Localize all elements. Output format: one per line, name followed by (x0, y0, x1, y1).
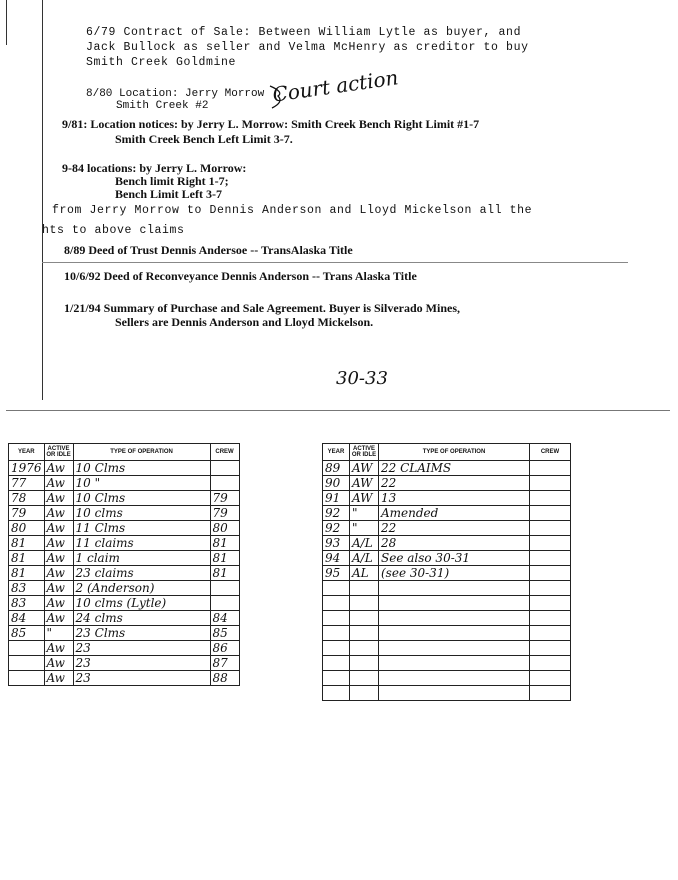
entry-line: 10/6/92 Deed of Reconveyance Dennis Anderson -- Trans Alaska Title (64, 269, 417, 283)
col-header: ACTIVE OR IDLE (350, 444, 379, 461)
table-cell: 23 (73, 656, 210, 671)
table-cell: Aw (44, 656, 73, 671)
table-cell: 94 (323, 551, 350, 566)
entry-line: 8/89 Deed of Trust Dennis Andersoe -- TransAlaska Title (64, 243, 353, 257)
table-row (323, 536, 571, 551)
table-cell (530, 581, 571, 596)
table-cell (530, 686, 571, 701)
table-cell: 87 (210, 656, 239, 671)
table-cell: 80 (9, 521, 45, 536)
table-cell: 2 (Anderson) (73, 581, 210, 596)
table-cell: Aw (44, 566, 73, 581)
table-cell (350, 656, 379, 671)
table-row (323, 626, 571, 641)
table-cell: 92 (323, 521, 350, 536)
table-cell (350, 611, 379, 626)
table-cell (530, 671, 571, 686)
table-cell (530, 506, 571, 521)
table-cell: 23 claims (73, 566, 210, 581)
handwritten-annotation: Court action (270, 65, 400, 107)
table-cell: Aw (44, 461, 73, 476)
table-row (9, 656, 240, 671)
table-cell (530, 641, 571, 656)
entry-line: Smith Creek Bench Left Limit 3-7. (115, 132, 293, 146)
table-cell: 10 Clms (73, 491, 210, 506)
table-row (323, 476, 571, 491)
table-cell (9, 656, 45, 671)
entry-line: hts to above claims (42, 224, 185, 237)
table-cell: Aw (44, 536, 73, 551)
divider (6, 410, 670, 411)
table-cell (530, 611, 571, 626)
right-record-card (322, 443, 571, 701)
table-cell (530, 551, 571, 566)
table-cell: Aw (44, 596, 73, 611)
margin-line (42, 0, 43, 400)
table-cell: AW (350, 461, 379, 476)
table-cell: 28 (379, 536, 530, 551)
table-cell: 11 claims (73, 536, 210, 551)
table-cell: 13 (379, 491, 530, 506)
table-row (9, 521, 240, 536)
table-cell (323, 611, 350, 626)
page-number: 30-33 (336, 368, 388, 389)
table-cell (379, 596, 530, 611)
table-cell: 79 (9, 506, 45, 521)
entry-line: 9/81: Location notices: by Jerry L. Morrow: Smith Creek Bench Right Limit #1-7 (62, 117, 480, 131)
table-cell: 77 (9, 476, 45, 491)
table-cell: 81 (210, 536, 239, 551)
entry-line: Bench limit Right 1-7; (115, 174, 229, 188)
table-cell (379, 686, 530, 701)
col-header: CREW (210, 444, 239, 461)
table-row (323, 521, 571, 536)
table-cell: Aw (44, 521, 73, 536)
table-cell (530, 626, 571, 641)
col-header: YEAR (9, 444, 45, 461)
col-header: CREW (530, 444, 571, 461)
table-cell: 10 " (73, 476, 210, 491)
table-cell: A/L (350, 536, 379, 551)
table-cell: 79 (210, 506, 239, 521)
table-cell: 10 clms (73, 506, 210, 521)
table-cell (9, 641, 45, 656)
table-row (9, 611, 240, 626)
table-row (9, 476, 240, 491)
table-row (323, 506, 571, 521)
table-row (323, 686, 571, 701)
table-cell: 24 clms (73, 611, 210, 626)
table-cell: See also 30-31 (379, 551, 530, 566)
table-cell: 22 (379, 476, 530, 491)
table-cell: 23 (73, 671, 210, 686)
table-row (9, 626, 240, 641)
table-cell: 1 claim (73, 551, 210, 566)
table-cell: 86 (210, 641, 239, 656)
table-cell: 10 clms (Lytle) (73, 596, 210, 611)
left-record-card (8, 443, 240, 686)
table-row (9, 491, 240, 506)
entry-line: 8/80 Location: Jerry Morrow (86, 88, 265, 100)
table-cell: 11 Clms (73, 521, 210, 536)
table-cell: (see 30-31) (379, 566, 530, 581)
table-row (323, 596, 571, 611)
table-cell (379, 656, 530, 671)
table-cell: AL (350, 566, 379, 581)
table-cell (530, 521, 571, 536)
table-row (9, 551, 240, 566)
table-cell: 90 (323, 476, 350, 491)
table-cell: 10 Clms (73, 461, 210, 476)
table-cell: Aw (44, 581, 73, 596)
table-cell: 93 (323, 536, 350, 551)
table-cell: 1976 (9, 461, 45, 476)
table-cell (530, 656, 571, 671)
table-cell (350, 686, 379, 701)
table-cell (210, 476, 239, 491)
table-cell: Aw (44, 551, 73, 566)
table-row (9, 671, 240, 686)
table-cell (530, 566, 571, 581)
table-cell: 79 (210, 491, 239, 506)
table-cell: " (350, 506, 379, 521)
table-cell: Aw (44, 476, 73, 491)
table-cell (379, 581, 530, 596)
table-cell (323, 656, 350, 671)
table-cell: 22 (379, 521, 530, 536)
table-cell (210, 581, 239, 596)
table-cell: A/L (350, 551, 379, 566)
table-cell: AW (350, 476, 379, 491)
table-cell (9, 671, 45, 686)
table-row (9, 641, 240, 656)
entry-line: from Jerry Morrow to Dennis Anderson and Lloyd Mickelson all the (52, 204, 533, 217)
table-row (9, 536, 240, 551)
table-cell (530, 461, 571, 476)
table-cell: 95 (323, 566, 350, 581)
table-cell (210, 596, 239, 611)
margin-line (6, 0, 7, 45)
table-cell: 81 (9, 551, 45, 566)
table-cell (350, 596, 379, 611)
table-cell (530, 596, 571, 611)
table-cell: Aw (44, 506, 73, 521)
table-cell: 22 CLAIMS (379, 461, 530, 476)
table-cell (530, 476, 571, 491)
table-cell: 89 (323, 461, 350, 476)
entry-line: Bench Limit Left 3-7 (115, 187, 222, 201)
table-cell (323, 626, 350, 641)
table-cell (350, 626, 379, 641)
table-cell: 81 (210, 551, 239, 566)
table-cell (210, 461, 239, 476)
col-header: ACTIVE OR IDLE (44, 444, 73, 461)
table-cell: 83 (9, 581, 45, 596)
table-cell: 85 (9, 626, 45, 641)
table-row (9, 566, 240, 581)
table-cell (323, 686, 350, 701)
table-cell (379, 671, 530, 686)
table-row (323, 641, 571, 656)
divider (42, 262, 628, 263)
table-cell (530, 536, 571, 551)
table-cell (323, 641, 350, 656)
entry-line: 9-84 locations: by Jerry L. Morrow: (62, 161, 247, 175)
table-cell (379, 641, 530, 656)
table-cell: 91 (323, 491, 350, 506)
entry-line: Jack Bullock as seller and Velma McHenry as creditor to buy (86, 41, 529, 54)
entry-line: Sellers are Dennis Anderson and Lloyd Mickelson. (115, 315, 374, 329)
table-cell: Aw (44, 491, 73, 506)
table-cell: 80 (210, 521, 239, 536)
table-cell: 84 (9, 611, 45, 626)
col-header: YEAR (323, 444, 350, 461)
table-cell: AW (350, 491, 379, 506)
table-cell: 78 (9, 491, 45, 506)
table-cell (350, 671, 379, 686)
table-cell: 85 (210, 626, 239, 641)
table-row (9, 581, 240, 596)
table-row (323, 461, 571, 476)
table-cell: 81 (210, 566, 239, 581)
table-cell: 88 (210, 671, 239, 686)
entry-line: Smith Creek Goldmine (86, 56, 237, 69)
table-cell: 81 (9, 566, 45, 581)
table-cell: 92 (323, 506, 350, 521)
table-row (9, 506, 240, 521)
table-cell: 23 (73, 641, 210, 656)
table-cell: Aw (44, 671, 73, 686)
table-row (9, 596, 240, 611)
entry-line: 6/79 Contract of Sale: Between William Lytle as buyer, and (86, 26, 522, 39)
table-cell: Aw (44, 641, 73, 656)
table-cell (379, 626, 530, 641)
table-row (323, 656, 571, 671)
table-cell: 83 (9, 596, 45, 611)
table-cell: Aw (44, 611, 73, 626)
table-cell (323, 596, 350, 611)
table-row (323, 671, 571, 686)
table-cell (379, 611, 530, 626)
table-cell: Amended (379, 506, 530, 521)
table-row (323, 551, 571, 566)
table-row (323, 491, 571, 506)
table-cell (350, 581, 379, 596)
table-cell (530, 491, 571, 506)
table-row (323, 611, 571, 626)
table-cell: 84 (210, 611, 239, 626)
table-cell: " (44, 626, 73, 641)
table-cell (323, 581, 350, 596)
entry-line: Smith Creek #2 (116, 100, 209, 112)
entry-line: 1/21/94 Summary of Purchase and Sale Agreement. Buyer is Silverado Mines, (64, 301, 460, 315)
table-cell: 23 Clms (73, 626, 210, 641)
table-cell: 81 (9, 536, 45, 551)
col-header: TYPE OF OPERATION (379, 444, 530, 461)
table-row (323, 566, 571, 581)
table-cell: " (350, 521, 379, 536)
table-row (323, 581, 571, 596)
brace-mark (268, 84, 288, 110)
table-row (9, 461, 240, 476)
col-header: TYPE OF OPERATION (73, 444, 210, 461)
table-cell (350, 641, 379, 656)
table-cell (323, 671, 350, 686)
